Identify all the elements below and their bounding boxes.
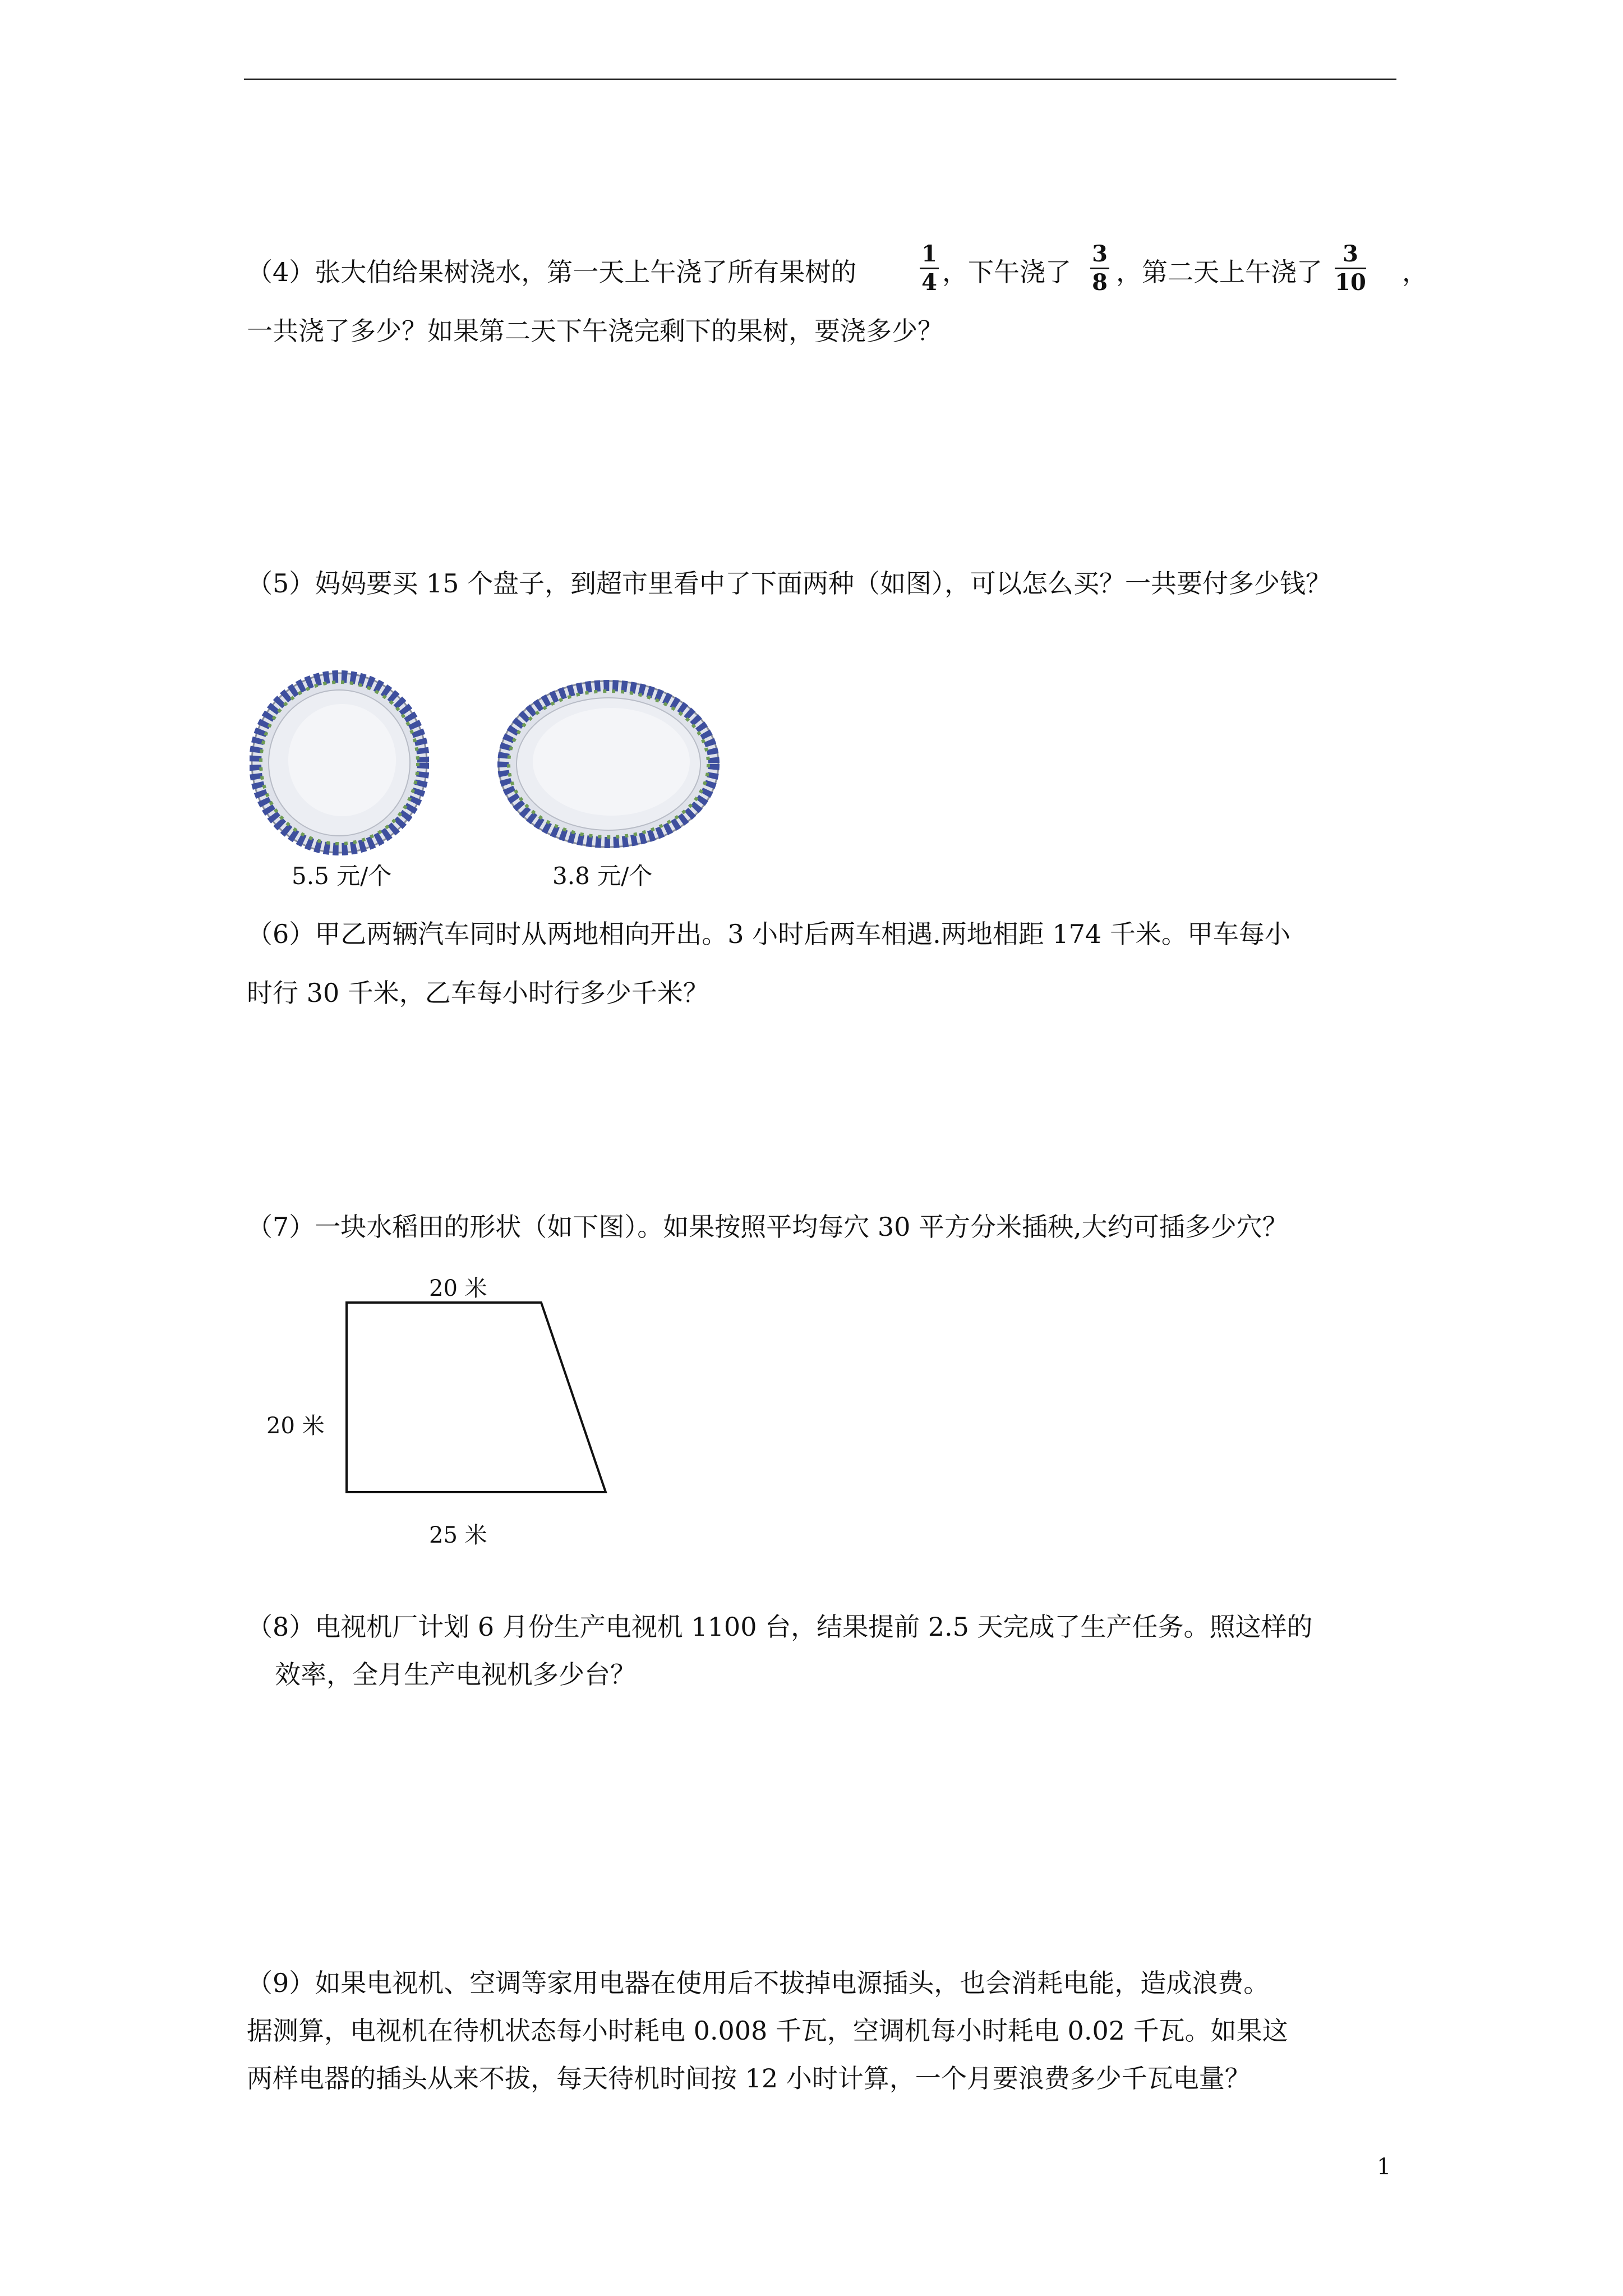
trapezoid-diagram <box>336 1296 611 1498</box>
q4-text-d: ， <box>1402 257 1428 287</box>
q6-text-line1: （6）甲乙两辆汽车同时从两地相向开出。3 小时后两车相遇.两地相距 174 千米。甲车每小 <box>247 919 1290 949</box>
fraction-numerator: 3 <box>1092 241 1108 267</box>
q9-text-line3: 两样电器的插头从来不拔，每天待机时间按 12 小时计算，一个月要浪费多少千瓦电量？ <box>247 2063 1251 2093</box>
q9-text-line1: （9）如果电视机、空调等家用电器在使用后不拔掉电源插头，也会消耗电能，造成浪费。 <box>247 1968 1270 1998</box>
q6-text-line2: 时行 30 千米，乙车每小时行多少千米？ <box>247 978 709 1008</box>
oval-plate-price: 3.8 元/个 <box>552 862 653 890</box>
fraction-denominator: 10 <box>1335 269 1366 296</box>
header-rule <box>244 79 1396 80</box>
fraction-1-4 <box>920 241 939 296</box>
q9-text-line2: 据测算，电视机在待机状态每小时耗电 0.008 千瓦，空调机每小时耗电 0.02 千瓦。如果这 <box>247 2016 1288 2046</box>
fraction-3-8 <box>1090 241 1109 296</box>
q4-text-b: ，下午浇了 <box>942 257 1071 287</box>
fraction-3-10 <box>1335 241 1366 296</box>
page-number: 1 <box>1377 2154 1391 2180</box>
q8-text-line1: （8）电视机厂计划 6 月份生产电视机 1100 台，结果提前 2.5 天完成了生产任务。照这样的 <box>247 1612 1313 1642</box>
q4-text-a: （4）张大伯给果树浇水，第一天上午浇了所有果树的 <box>247 257 857 287</box>
fraction-denominator: 8 <box>1092 269 1108 296</box>
round-plate-image <box>250 670 429 855</box>
trapezoid-bottom-label: 25 米 <box>429 1522 487 1548</box>
fraction-numerator: 1 <box>921 241 937 267</box>
round-plate-price: 5.5 元/个 <box>292 862 392 890</box>
q4-text-c: ，第二天上午浇了 <box>1116 257 1322 287</box>
trapezoid-left-label: 20 米 <box>266 1413 325 1439</box>
trapezoid-top-label: 20 米 <box>429 1276 487 1301</box>
q5-text: （5）妈妈要买 15 个盘子，到超市里看中了下面两种（如图），可以怎么买？一共要付多少钱？ <box>247 568 1332 599</box>
q7-text: （7）一块水稻田的形状（如下图）。如果按照平均每穴 30 平方分米插秧,大约可插多少穴？ <box>247 1212 1288 1242</box>
fraction-denominator: 4 <box>921 269 937 296</box>
q4-text-line2: 一共浇了多少？如果第二天下午浇完剩下的果树，要浇多少？ <box>247 316 943 346</box>
oval-plate-image <box>496 679 721 850</box>
fraction-numerator: 3 <box>1343 241 1358 267</box>
q8-text-line2: 效率，全月生产电视机多少台？ <box>275 1659 636 1690</box>
